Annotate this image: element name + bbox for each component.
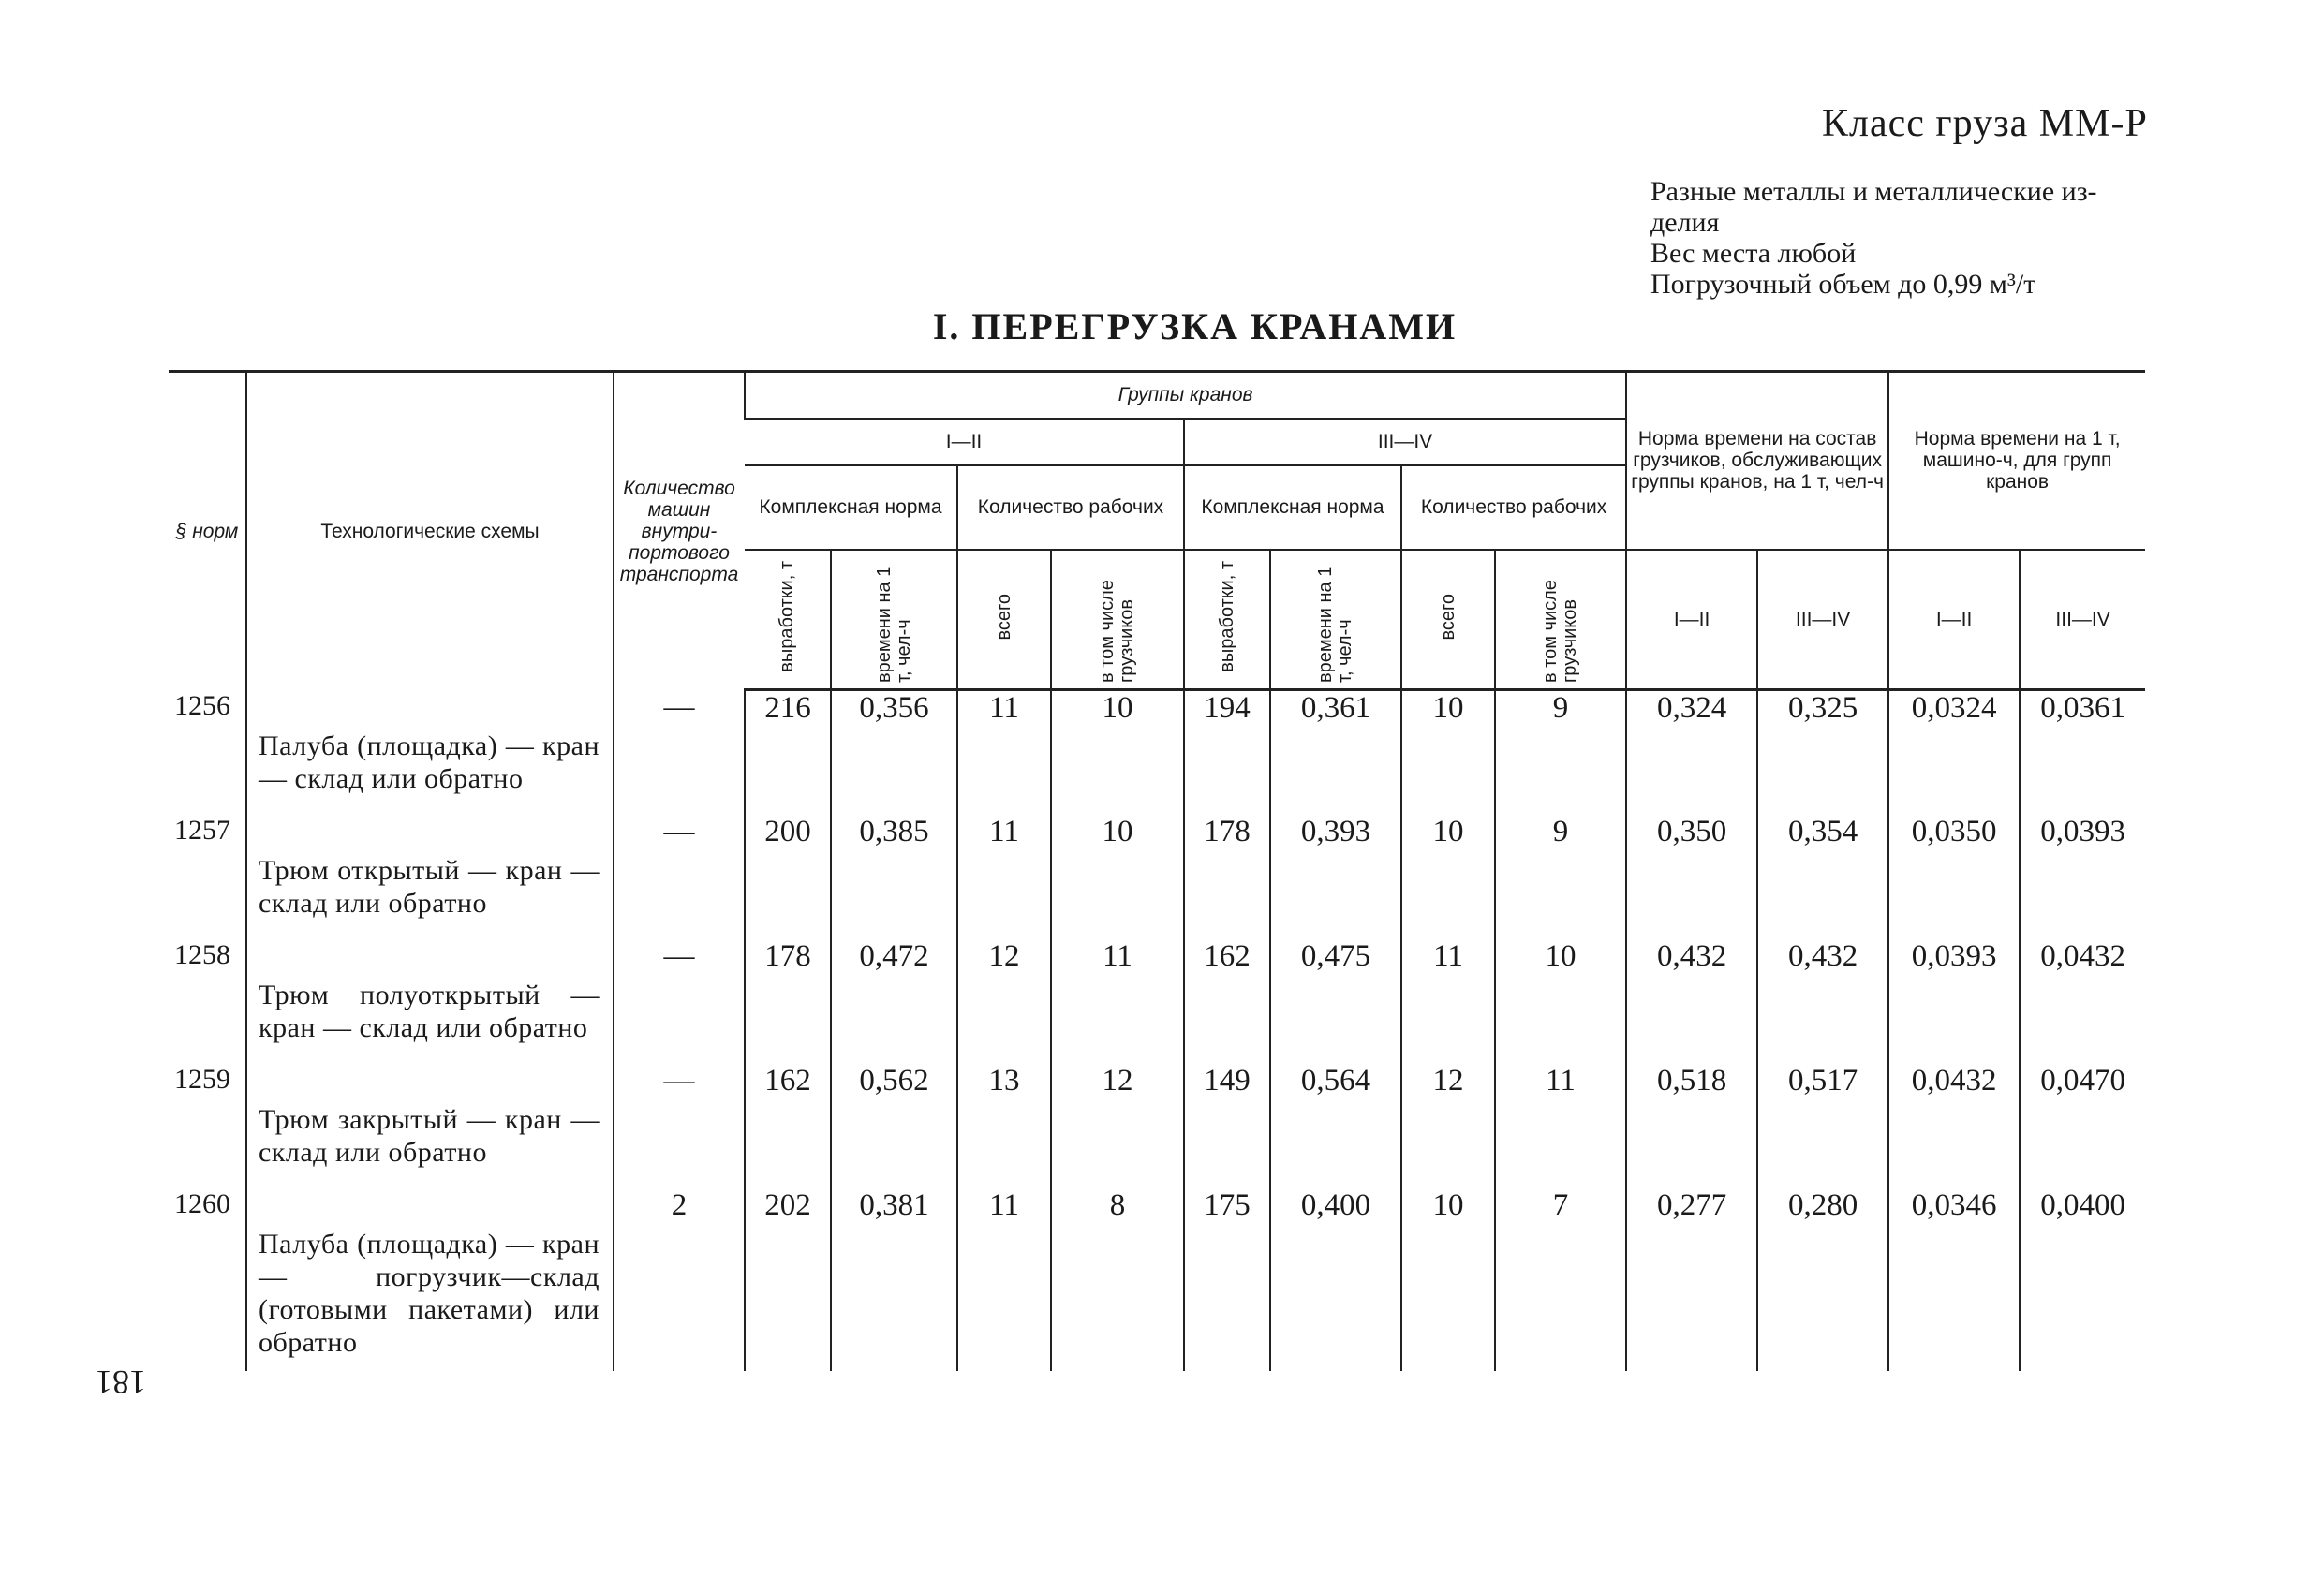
cell-time-1-2: 0,472 bbox=[831, 939, 957, 1064]
cell-norm: 1256 bbox=[174, 689, 230, 721]
cell-loaders-3-4: 7 bbox=[1495, 1188, 1626, 1371]
table-row bbox=[169, 939, 2145, 1064]
col-header-complex-norm: Комплексная норма bbox=[745, 465, 957, 550]
col-header-total: всего bbox=[957, 550, 1051, 690]
col-header-group-1-2: I—II bbox=[745, 419, 1184, 465]
col-header-machine-time-norm: Норма времени на 1 т, машино-ч, для групп кранов bbox=[1888, 372, 2145, 550]
cell-machines: — bbox=[614, 939, 745, 1064]
cell-total-3-4: 11 bbox=[1401, 939, 1495, 1064]
cell-total-1-2: 13 bbox=[957, 1064, 1051, 1188]
cell-total-3-4: 10 bbox=[1401, 690, 1495, 815]
cell-total-1-2: 12 bbox=[957, 939, 1051, 1064]
cell-total-3-4: 12 bbox=[1401, 1064, 1495, 1188]
col-header-machines: Количество машин внутри-портового транспорта bbox=[614, 372, 745, 690]
cell-scheme: Трюм закрытый — кран — склад или обратно bbox=[246, 1064, 614, 1188]
cell-machine-time-3-4: 0,0470 bbox=[2020, 1064, 2145, 1188]
table-row bbox=[169, 1188, 2145, 1371]
cell-scheme: Трюм открытый — кран — склад или обратно bbox=[246, 815, 614, 939]
cell-machine-time-1-2: 0,0393 bbox=[1888, 939, 2020, 1064]
cell-machine-time-1-2: 0,0346 bbox=[1888, 1188, 2020, 1371]
cell-time-3-4: 0,361 bbox=[1270, 690, 1401, 815]
cell-loaders-1-2: 11 bbox=[1051, 939, 1184, 1064]
cell-loaders-1-2: 10 bbox=[1051, 815, 1184, 939]
cargo-class-title: Класс груза ММ-Р bbox=[1822, 102, 2148, 145]
col-header-sub-1-2: I—II bbox=[1888, 550, 2020, 690]
cell-time-3-4: 0,475 bbox=[1270, 939, 1401, 1064]
cell-total-3-4: 10 bbox=[1401, 815, 1495, 939]
cell-output-3-4: 162 bbox=[1184, 939, 1270, 1064]
cell-machine-time-1-2: 0,0350 bbox=[1888, 815, 2020, 939]
cell-output-1-2: 162 bbox=[745, 1064, 831, 1188]
cell-loader-time-3-4: 0,432 bbox=[1757, 939, 1888, 1064]
col-header-norm: § норм bbox=[169, 372, 246, 690]
col-header-workers: Количество рабочих bbox=[957, 465, 1184, 550]
col-header-sub-1-2: I—II bbox=[1626, 550, 1757, 690]
cell-output-3-4: 175 bbox=[1184, 1188, 1270, 1371]
col-header-sub-3-4: III—IV bbox=[2020, 550, 2145, 690]
cell-output-1-2: 200 bbox=[745, 815, 831, 939]
cell-machine-time-3-4: 0,0393 bbox=[2020, 815, 2145, 939]
cell-output-3-4: 149 bbox=[1184, 1064, 1270, 1188]
cell-scheme: Палуба (площадка) — кран — склад или обратно bbox=[246, 690, 614, 815]
description-line: Погрузочный объем до 0,99 м³/т bbox=[1650, 269, 2036, 300]
cell-time-3-4: 0,400 bbox=[1270, 1188, 1401, 1371]
norms-table bbox=[169, 370, 2145, 1371]
cell-machine-time-1-2: 0,0432 bbox=[1888, 1064, 2020, 1188]
cell-loaders-3-4: 9 bbox=[1495, 815, 1626, 939]
cell-machines: — bbox=[614, 1064, 745, 1188]
cell-loaders-1-2: 12 bbox=[1051, 1064, 1184, 1188]
cell-loaders-1-2: 8 bbox=[1051, 1188, 1184, 1371]
col-header-incl-loaders: в том числе грузчиков bbox=[1495, 550, 1626, 690]
col-header-sub-3-4: III—IV bbox=[1757, 550, 1888, 690]
cell-output-1-2: 178 bbox=[745, 939, 831, 1064]
cell-time-1-2: 0,562 bbox=[831, 1064, 957, 1188]
cell-machines: — bbox=[614, 815, 745, 939]
cell-output-1-2: 216 bbox=[745, 690, 831, 815]
cell-scheme: Трюм полуоткрытый — кран — склад или обратно bbox=[246, 939, 614, 1064]
cell-loaders-3-4: 10 bbox=[1495, 939, 1626, 1064]
col-header-complex-norm: Комплексная норма bbox=[1184, 465, 1401, 550]
col-header-time-per-t: времени на 1 т, чел-ч bbox=[1270, 550, 1401, 690]
cell-time-3-4: 0,393 bbox=[1270, 815, 1401, 939]
cell-time-1-2: 0,356 bbox=[831, 690, 957, 815]
cell-machines: 2 bbox=[614, 1188, 745, 1371]
col-header-crane-groups: Группы кранов bbox=[745, 372, 1626, 419]
description-line: делия bbox=[1650, 207, 1720, 238]
cell-output-3-4: 178 bbox=[1184, 815, 1270, 939]
cell-machine-time-3-4: 0,0400 bbox=[2020, 1188, 2145, 1371]
cell-machines: — bbox=[614, 690, 745, 815]
col-header-loader-time-norm: Норма времени на состав грузчиков, обслуживающих группы кранов, на 1 т, чел-ч bbox=[1626, 372, 1888, 550]
table-row bbox=[169, 1064, 2145, 1188]
cell-output-1-2: 202 bbox=[745, 1188, 831, 1371]
cell-time-1-2: 0,385 bbox=[831, 815, 957, 939]
col-header-group-3-4: III—IV bbox=[1184, 419, 1626, 465]
cell-total-1-2: 11 bbox=[957, 1188, 1051, 1371]
col-header-output: выработки, т bbox=[745, 550, 831, 690]
col-header-output: выработки, т bbox=[1184, 550, 1270, 690]
cell-total-1-2: 11 bbox=[957, 690, 1051, 815]
cell-loaders-3-4: 11 bbox=[1495, 1064, 1626, 1188]
cell-loader-time-1-2: 0,324 bbox=[1626, 690, 1757, 815]
cell-loader-time-1-2: 0,277 bbox=[1626, 1188, 1757, 1371]
cell-loaders-3-4: 9 bbox=[1495, 690, 1626, 815]
cell-loader-time-3-4: 0,280 bbox=[1757, 1188, 1888, 1371]
cell-norm: 1260 bbox=[174, 1187, 230, 1219]
col-header-workers: Количество рабочих bbox=[1401, 465, 1626, 550]
cargo-description bbox=[1650, 176, 2156, 300]
table-row bbox=[169, 690, 2145, 815]
section-title: I. ПЕРЕГРУЗКА КРАНАМИ bbox=[932, 305, 1458, 347]
cell-time-3-4: 0,564 bbox=[1270, 1064, 1401, 1188]
cell-loader-time-1-2: 0,432 bbox=[1626, 939, 1757, 1064]
description-line: Вес места любой bbox=[1650, 238, 1857, 269]
cell-machine-time-3-4: 0,0432 bbox=[2020, 939, 2145, 1064]
cell-total-1-2: 11 bbox=[957, 815, 1051, 939]
cell-output-3-4: 194 bbox=[1184, 690, 1270, 815]
table-row bbox=[169, 815, 2145, 939]
cell-total-3-4: 10 bbox=[1401, 1188, 1495, 1371]
cell-loader-time-3-4: 0,325 bbox=[1757, 690, 1888, 815]
cell-norm: 1257 bbox=[174, 814, 230, 846]
cell-loaders-1-2: 10 bbox=[1051, 690, 1184, 815]
cell-norm: 1258 bbox=[174, 938, 230, 970]
page-number: 181 bbox=[96, 1364, 146, 1401]
cell-loader-time-3-4: 0,354 bbox=[1757, 815, 1888, 939]
cell-machine-time-3-4: 0,0361 bbox=[2020, 690, 2145, 815]
col-header-scheme: Технологические схемы bbox=[246, 372, 614, 690]
cell-loader-time-3-4: 0,517 bbox=[1757, 1064, 1888, 1188]
col-header-time-per-t: времени на 1 т, чел-ч bbox=[831, 550, 957, 690]
col-header-incl-loaders: в том числе грузчиков bbox=[1051, 550, 1184, 690]
cell-norm: 1259 bbox=[174, 1063, 230, 1095]
cell-loader-time-1-2: 0,350 bbox=[1626, 815, 1757, 939]
description-line: Разные металлы и металлические из- bbox=[1650, 176, 2097, 207]
cell-machine-time-1-2: 0,0324 bbox=[1888, 690, 2020, 815]
cell-time-1-2: 0,381 bbox=[831, 1188, 957, 1371]
col-header-total: всего bbox=[1401, 550, 1495, 690]
cell-loader-time-1-2: 0,518 bbox=[1626, 1064, 1757, 1188]
cell-scheme: Палуба (площадка) — кран — погрузчик—склад (готовыми пакетами) или обратно bbox=[246, 1188, 614, 1371]
